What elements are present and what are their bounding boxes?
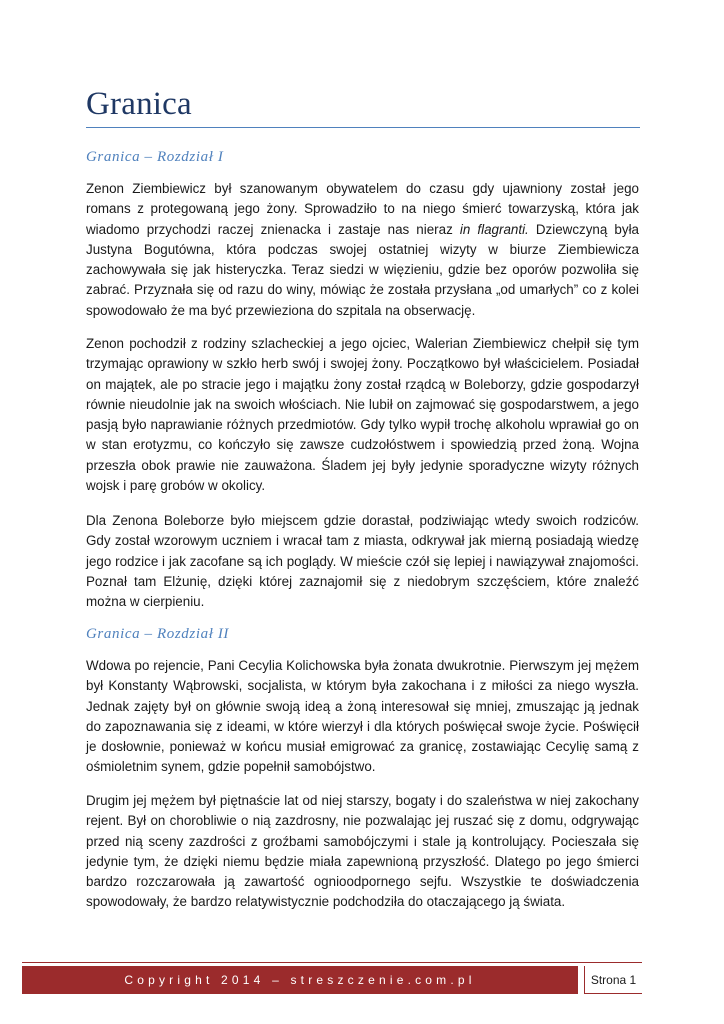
paragraph-text: Dla Zenona Boleborze było miejscem gdzie dorastał, podziwiając wtedy swoich rodziców. Gdy został wzorowym uczniem i wracał tam z miasta, odkrywał jak mierną posiadają wiedzę jego rodzice i jak zacofane są ich poglądy. W mieście czół się lepiej i nawiązywał znajomości. Poznał tam Elżunię, dzięki której zaznajomił się z niedobrym szczęściem, które znaleźć można w cierpieniu. xyxy=(86,513,639,610)
paragraph-italic-text: in flagranti. xyxy=(459,221,529,237)
paragraph xyxy=(86,334,639,496)
section-heading-1: Granica – Rozdział I xyxy=(86,149,224,165)
footer-divider xyxy=(22,962,642,963)
page-number-label: Strona 1 xyxy=(590,973,637,987)
document-title: Granica xyxy=(86,86,192,122)
paragraph-text: Drugim jej mężem był piętnaście lat od niej starszy, bogaty i do szaleństwa w niej zakochany rejent. Był on chorobliwie o nią zazdrosny, nie pozwalając jej ruszać się z domu, odgrywając przed nią sceny zazdrości z groźbami samobójczymi i stale ją kontrolujący. Pocieszała się jedynie tym, że dzięki niemu będzie miała zapewnioną przyszłość. Dlatego po jego śmierci bardzo rozczarowała ją zawartość ognioodpornego sejfu. Wszystkie te doświadczenia spowodowały, że bardzo relatywistycznie podchodziła do otaczającego ją świata. xyxy=(86,793,639,910)
paragraph-text: Dziewczyną była Justyna Bogutówna, która podczas swojej ostatniej wizyty w biurze Ziembiewicza zachowywała się jak histeryczka. Teraz siedzi w więzieniu, gdzie bez oporów pozwoliła się zabrać. Przyznała się od razu do winy, mówiąc że została przysłana „od umarłych” co z kolei spowodowało że ma być przewieziona do szpitala na obserwację. xyxy=(86,221,639,318)
paragraph-text: Wdowa po rejencie, Pani Cecylia Kolichowska była żonata dwukrotnie. Pierwszym jej mężem był Konstanty Wąbrowski, socjalista, w którym była zakochana i z miłości za niego wyszła. Jednak zajęty był on głównie swoją ideą a żoną interesował się mniej, zmuszając ją jednak do zapoznawania się z ideami, w które wierzył i dla których poświęcał swoje życie. Poświęcił je dosłownie, ponieważ w końcu musiał emigrować za granicę, zostawiając Cecylię samą z ośmioletnim synem, gdzie popełnił samobójstwo. xyxy=(86,658,639,775)
paragraph xyxy=(86,656,639,778)
paragraph-text: Zenon Ziembiewicz był szanowanym obywatelem do czasu gdy ujawniony został jego romans z protegowaną jego żony. Sprowadziło to na niego śmierć towarzyską, która jak wiadomo przychodzi raczej znienacka i zastaje nas nieraz xyxy=(86,181,639,237)
paragraph xyxy=(86,791,639,913)
paragraph-text: Zenon pochodził z rodziny szlacheckiej a jego ojciec, Walerian Ziembiewicz chełpił się tym trzymając oprawiony w szkło herb swój i swojej żony. Początkowo był właścicielem. Posiadał on majątek, ale po stracie jego i majątku żony został rządcą w Boleborzy, gdzie gospodarzył równie nieudolnie jak na swoich włościach. Nie lubił on zajmować się gospodarstwem, a jego pasją było naprawianie różnych przedmiotów. Gdy tylko wypił trochę alkoholu wprawiał go on w stan erotyzmu, co kończyło się zawsze cudzołóstwem i spowiedzią przed żoną. Wojna przeszła obok prawie nie zauważona. Śladem jej były jedynie sporadyczne wizyty różnych wojsk i parę grobów w okolicy. xyxy=(86,336,639,494)
footer-page-number xyxy=(584,966,642,994)
paragraph xyxy=(86,179,639,321)
footer-copyright: Copyright 2014 – streszczenie.com.pl xyxy=(124,973,476,987)
footer-page-underline xyxy=(584,993,642,994)
title-underline xyxy=(86,127,640,128)
paragraph xyxy=(86,511,639,612)
section-heading-2: Granica – Rozdział II xyxy=(86,626,230,642)
footer-copyright-bar xyxy=(22,966,578,994)
